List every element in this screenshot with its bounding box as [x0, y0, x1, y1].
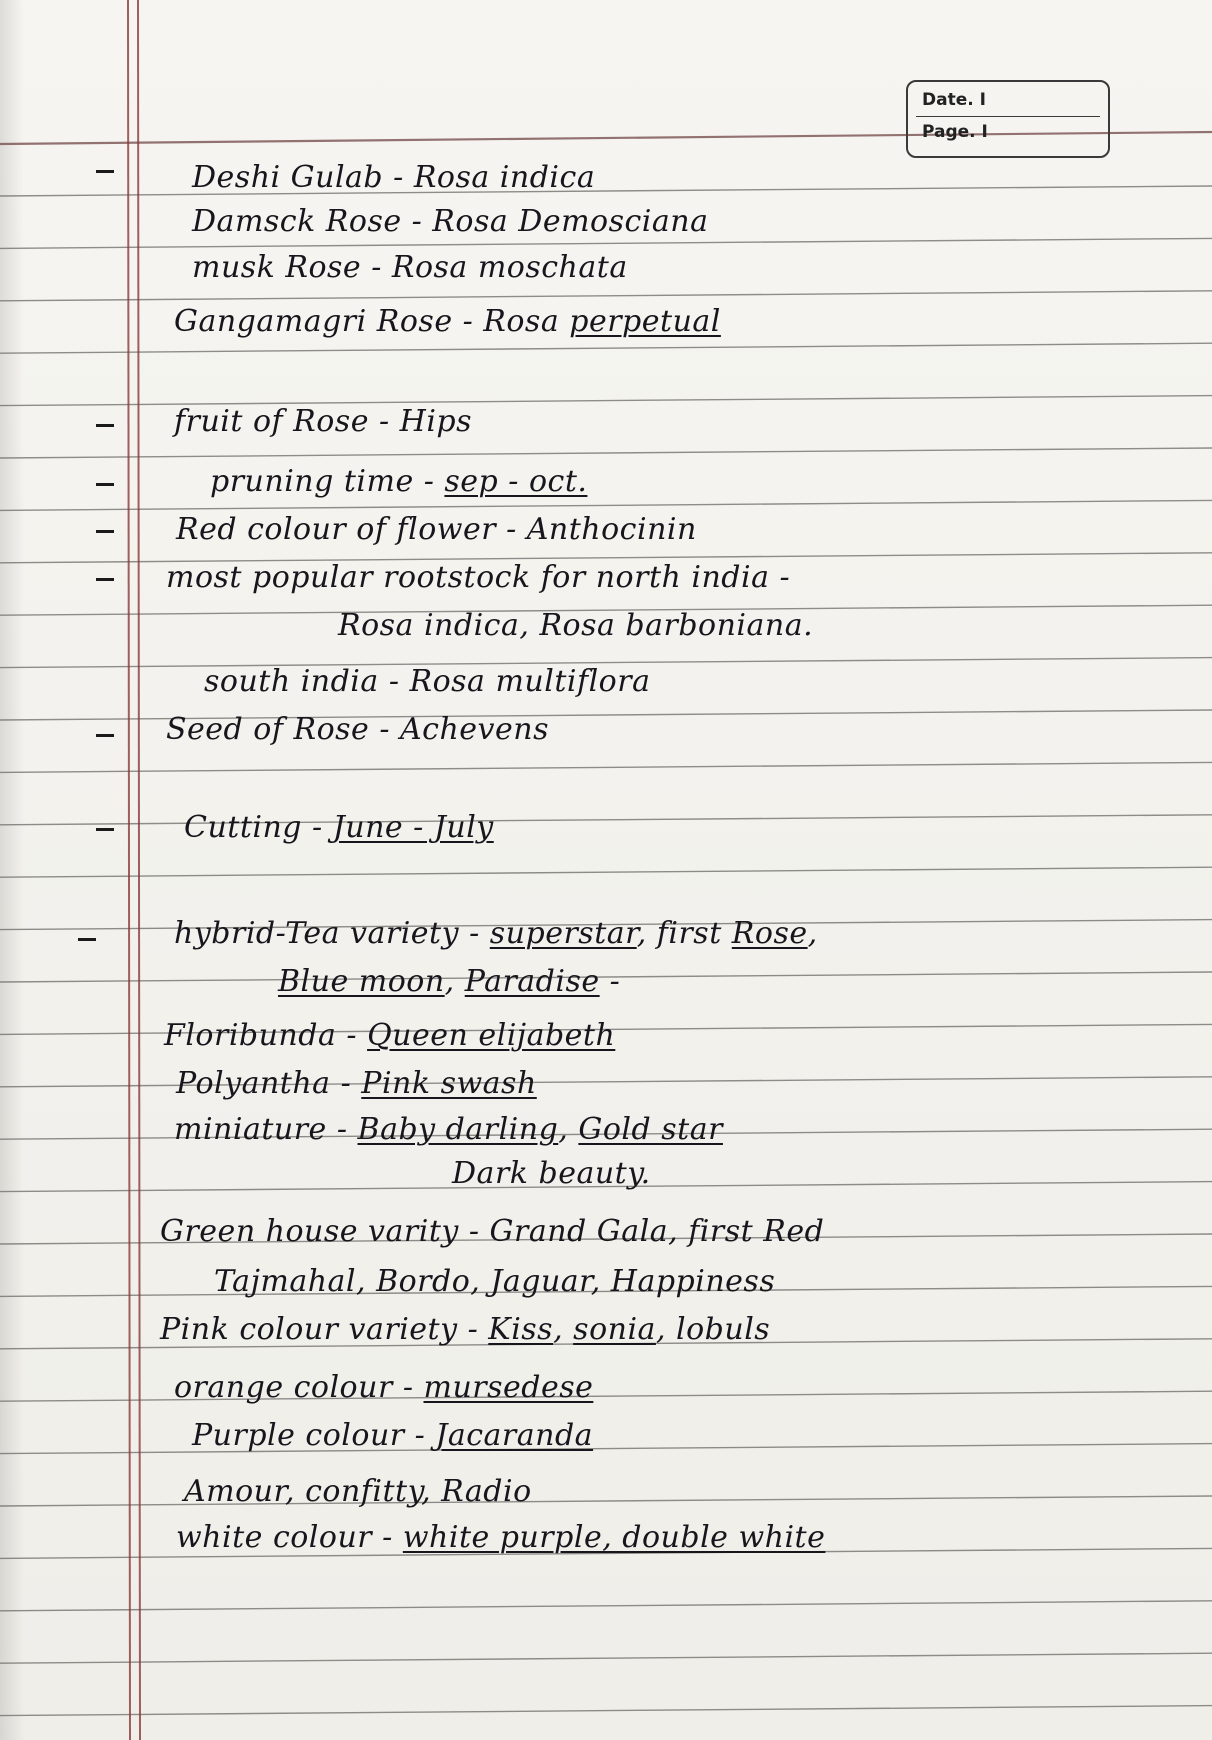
note-line: hybrid-Tea variety - superstar, first Rose, — [174, 916, 818, 951]
note-line: Green house varity - Grand Gala, first Red — [160, 1214, 825, 1249]
bullet-mark — [96, 578, 114, 581]
note-line: Polyantha - Pink swash — [176, 1066, 537, 1101]
note-line: Red colour of flower - Anthocinin — [176, 512, 697, 547]
bullet-mark — [78, 938, 96, 941]
note-line: Dark beauty. — [452, 1156, 651, 1191]
ruled-line — [0, 186, 1212, 196]
note-line: musk Rose - Rosa moschata — [192, 250, 628, 285]
ruled-line — [0, 291, 1212, 301]
note-line: Gangamagri Rose - Rosa perpetual — [174, 304, 721, 339]
note-line: Rosa indica, Rosa barboniana. — [338, 608, 814, 643]
page-label: Page. I — [922, 122, 988, 142]
ruled-line — [0, 448, 1212, 458]
note-line: Purple colour - Jacaranda — [192, 1418, 594, 1453]
date-page-box — [906, 80, 1110, 158]
margin-line — [128, 0, 130, 1740]
bullet-mark — [96, 424, 114, 427]
note-line: orange colour - mursedese — [174, 1370, 594, 1405]
note-line: white colour - white purple, double white — [176, 1520, 826, 1555]
bullet-mark — [96, 734, 114, 737]
note-line: pruning time - sep - oct. — [210, 464, 588, 499]
note-line: Floribunda - Queen elijabeth — [164, 1018, 616, 1053]
ruled-line — [0, 1444, 1212, 1454]
bullet-mark — [96, 828, 114, 831]
ruled-line — [0, 1653, 1212, 1663]
bullet-mark — [96, 170, 114, 173]
date-box-divider — [916, 116, 1100, 117]
ruled-line — [0, 343, 1212, 353]
bullet-mark — [96, 483, 114, 486]
ruled-line — [0, 1496, 1212, 1506]
ruled-line — [0, 238, 1212, 248]
ruled-line — [0, 867, 1212, 877]
note-line: Deshi Gulab - Rosa indica — [192, 160, 596, 195]
note-line: Cutting - June - July — [184, 810, 494, 845]
ruled-line — [0, 1706, 1212, 1716]
note-line: Blue moon, Paradise - — [278, 964, 621, 999]
note-line: most popular rootstock for north india - — [166, 560, 791, 595]
note-line: Amour, confitty, Radio — [184, 1474, 532, 1509]
ruled-line — [0, 762, 1212, 772]
note-line: Tajmahal, Bordo, Jaguar, Happiness — [214, 1264, 776, 1299]
ruled-line — [0, 500, 1212, 510]
note-line: Pink colour variety - Kiss, sonia, lobuls — [160, 1312, 771, 1347]
note-line: Damsck Rose - Rosa Demosciana — [192, 204, 709, 239]
bullet-mark — [96, 530, 114, 533]
margin-line — [138, 0, 140, 1740]
note-line: Seed of Rose - Achevens — [166, 712, 549, 747]
date-label: Date. I — [922, 90, 986, 110]
ruled-line — [0, 1601, 1212, 1611]
ruled-line — [0, 815, 1212, 825]
note-line: miniature - Baby darling, Gold star — [174, 1112, 723, 1147]
note-line: south india - Rosa multiflora — [204, 664, 651, 699]
note-line: fruit of Rose - Hips — [174, 404, 473, 439]
